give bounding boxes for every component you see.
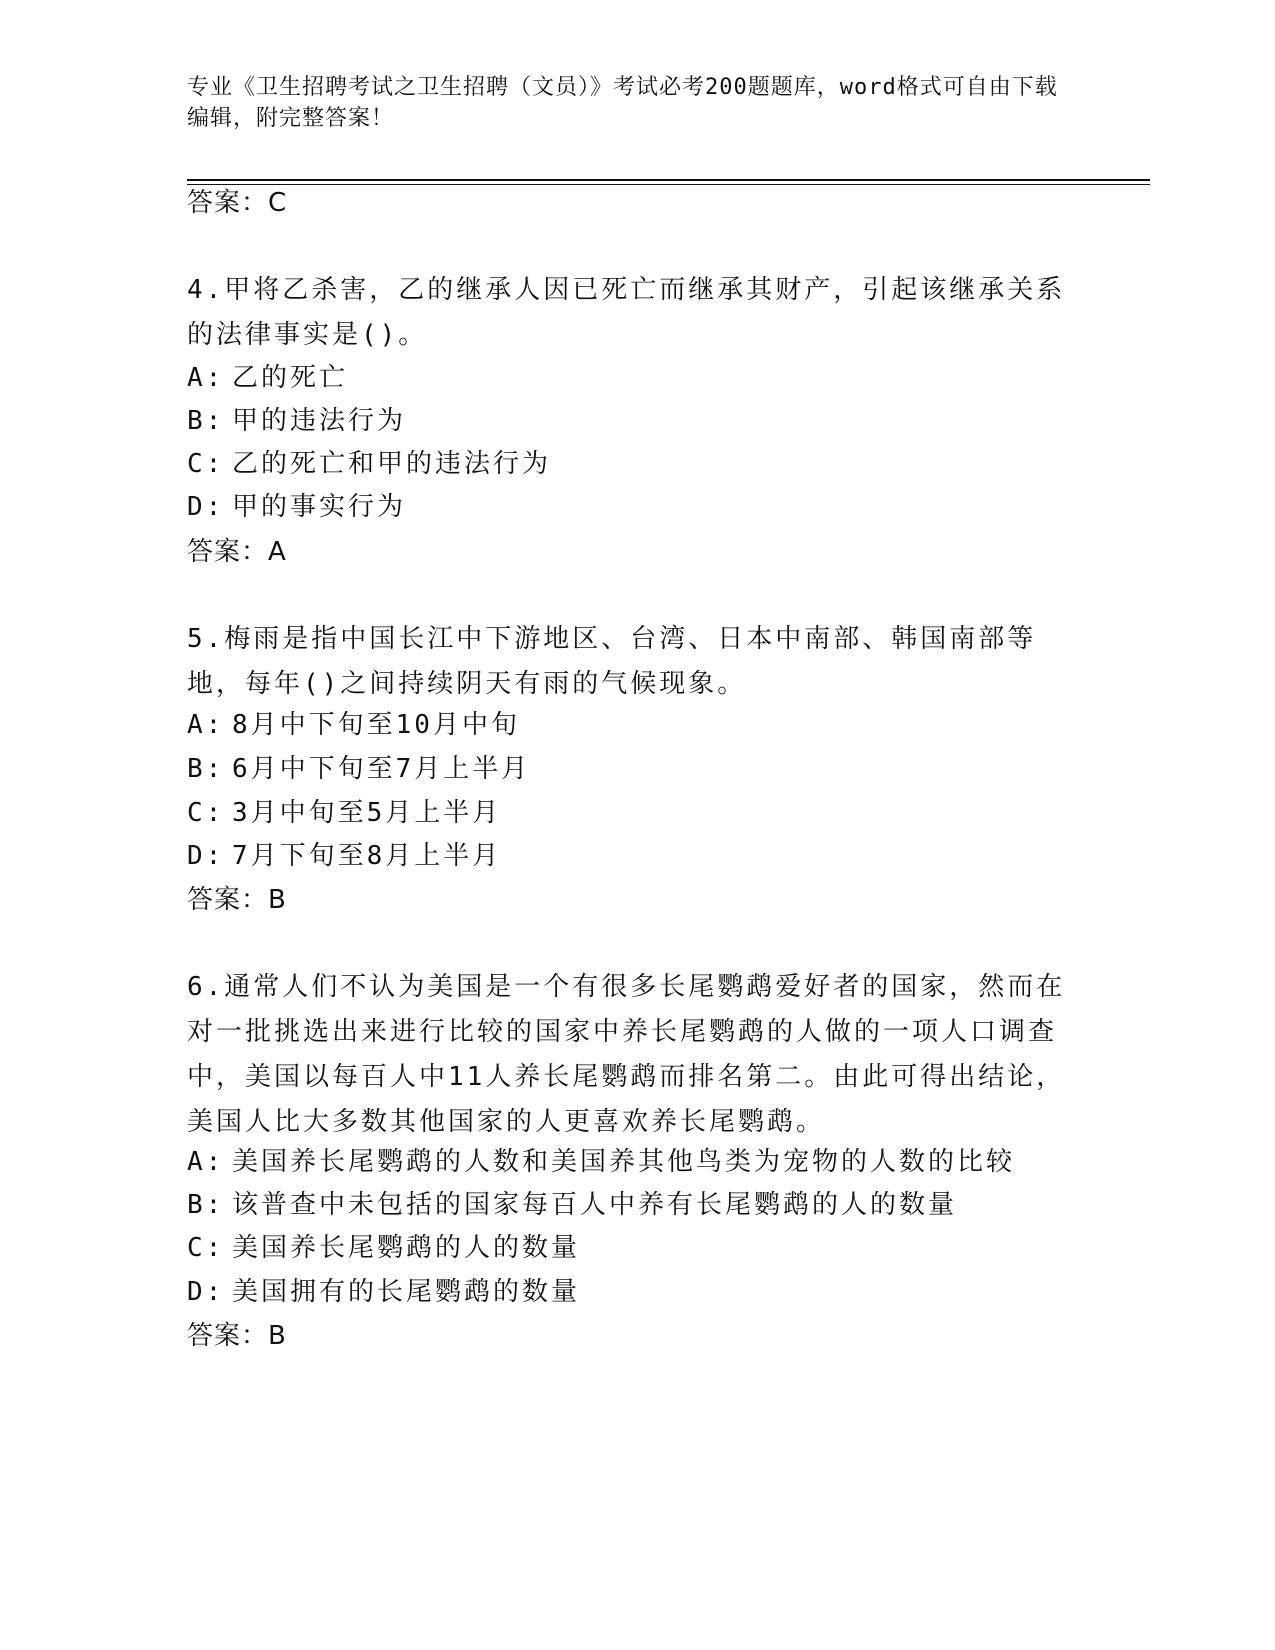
question-5-answer: 答案：B bbox=[187, 885, 287, 915]
question-4-option-c bbox=[187, 448, 551, 480]
option-letter: C: bbox=[187, 449, 225, 479]
option-text: 7月下旬至8月上半月 bbox=[232, 841, 502, 871]
option-text: 乙的死亡 bbox=[232, 363, 349, 393]
question-6-option-a bbox=[187, 1146, 1015, 1178]
option-text: 甲的事实行为 bbox=[232, 492, 407, 522]
option-text: 美国养长尾鹦鹉的人的数量 bbox=[232, 1233, 581, 1263]
option-letter: A: bbox=[187, 1147, 225, 1177]
question-6-option-c bbox=[187, 1232, 580, 1264]
option-text: 美国拥有的长尾鹦鹉的数量 bbox=[232, 1277, 581, 1307]
option-text: 该普查中未包括的国家每百人中养有长尾鹦鹉的人的数量 bbox=[232, 1190, 958, 1220]
option-text: 甲的违法行为 bbox=[232, 406, 407, 436]
question-4-option-a bbox=[187, 362, 348, 394]
question-5-option-c bbox=[187, 797, 501, 829]
option-letter: A: bbox=[187, 710, 225, 740]
option-text: 6月中下旬至7月上半月 bbox=[232, 754, 531, 784]
option-text: 乙的死亡和甲的违法行为 bbox=[232, 449, 552, 479]
question-6-answer: 答案：B bbox=[187, 1321, 287, 1351]
question-4-stem: 4.甲将乙杀害，乙的继承人因已死亡而继承其财产，引起该继承关系的法律事实是()。 bbox=[187, 275, 1066, 350]
question-4-option-b bbox=[187, 405, 406, 437]
question-5-option-b bbox=[187, 753, 530, 785]
option-letter: B: bbox=[187, 406, 225, 436]
question-4-option-d bbox=[187, 491, 406, 523]
option-text: 美国养长尾鹦鹉的人数和美国养其他鸟类为宠物的人数的比较 bbox=[232, 1147, 1016, 1177]
option-letter: D: bbox=[187, 492, 225, 522]
option-letter: C: bbox=[187, 1233, 225, 1263]
question-5-option-d bbox=[187, 840, 501, 872]
question-6-option-b bbox=[187, 1189, 957, 1221]
option-letter: D: bbox=[187, 1277, 225, 1307]
option-letter: B: bbox=[187, 754, 225, 784]
question-6-option-d bbox=[187, 1276, 580, 1308]
option-letter: D: bbox=[187, 841, 225, 871]
option-letter: C: bbox=[187, 798, 225, 828]
option-text: 3月中旬至5月上半月 bbox=[232, 798, 502, 828]
question-5-stem: 5.梅雨是指中国长江中下游地区、台湾、日本中南部、韩国南部等地，每年()之间持续阴天有雨的气候现象。 bbox=[187, 624, 1037, 699]
previous-answer: 答案：C bbox=[187, 188, 288, 218]
header-rule-thick bbox=[187, 179, 1150, 181]
question-5-option-a bbox=[187, 709, 520, 741]
option-text: 8月中下旬至10月中旬 bbox=[232, 710, 520, 740]
question-4-answer: 答案：A bbox=[187, 537, 287, 567]
document-header: 专业《卫生招聘考试之卫生招聘（文员）》考试必考200题题库，word格式可自由下载编辑，附完整答案！ bbox=[187, 75, 1058, 131]
option-letter: B: bbox=[187, 1190, 225, 1220]
question-6-stem: 6.通常人们不认为美国是一个有很多长尾鹦鹉爱好者的国家，然而在对一批挑选出来进行比较的国家中养长尾鹦鹉的人做的一项人口调查中，美国以每百人中11人养长尾鹦鹉而排名第二。由此可得出结论，美国人比大多数其他国家的人更喜欢养长尾鹦鹉。 bbox=[187, 972, 1066, 1137]
option-letter: A: bbox=[187, 363, 225, 393]
header-rule-thin bbox=[187, 184, 1150, 185]
